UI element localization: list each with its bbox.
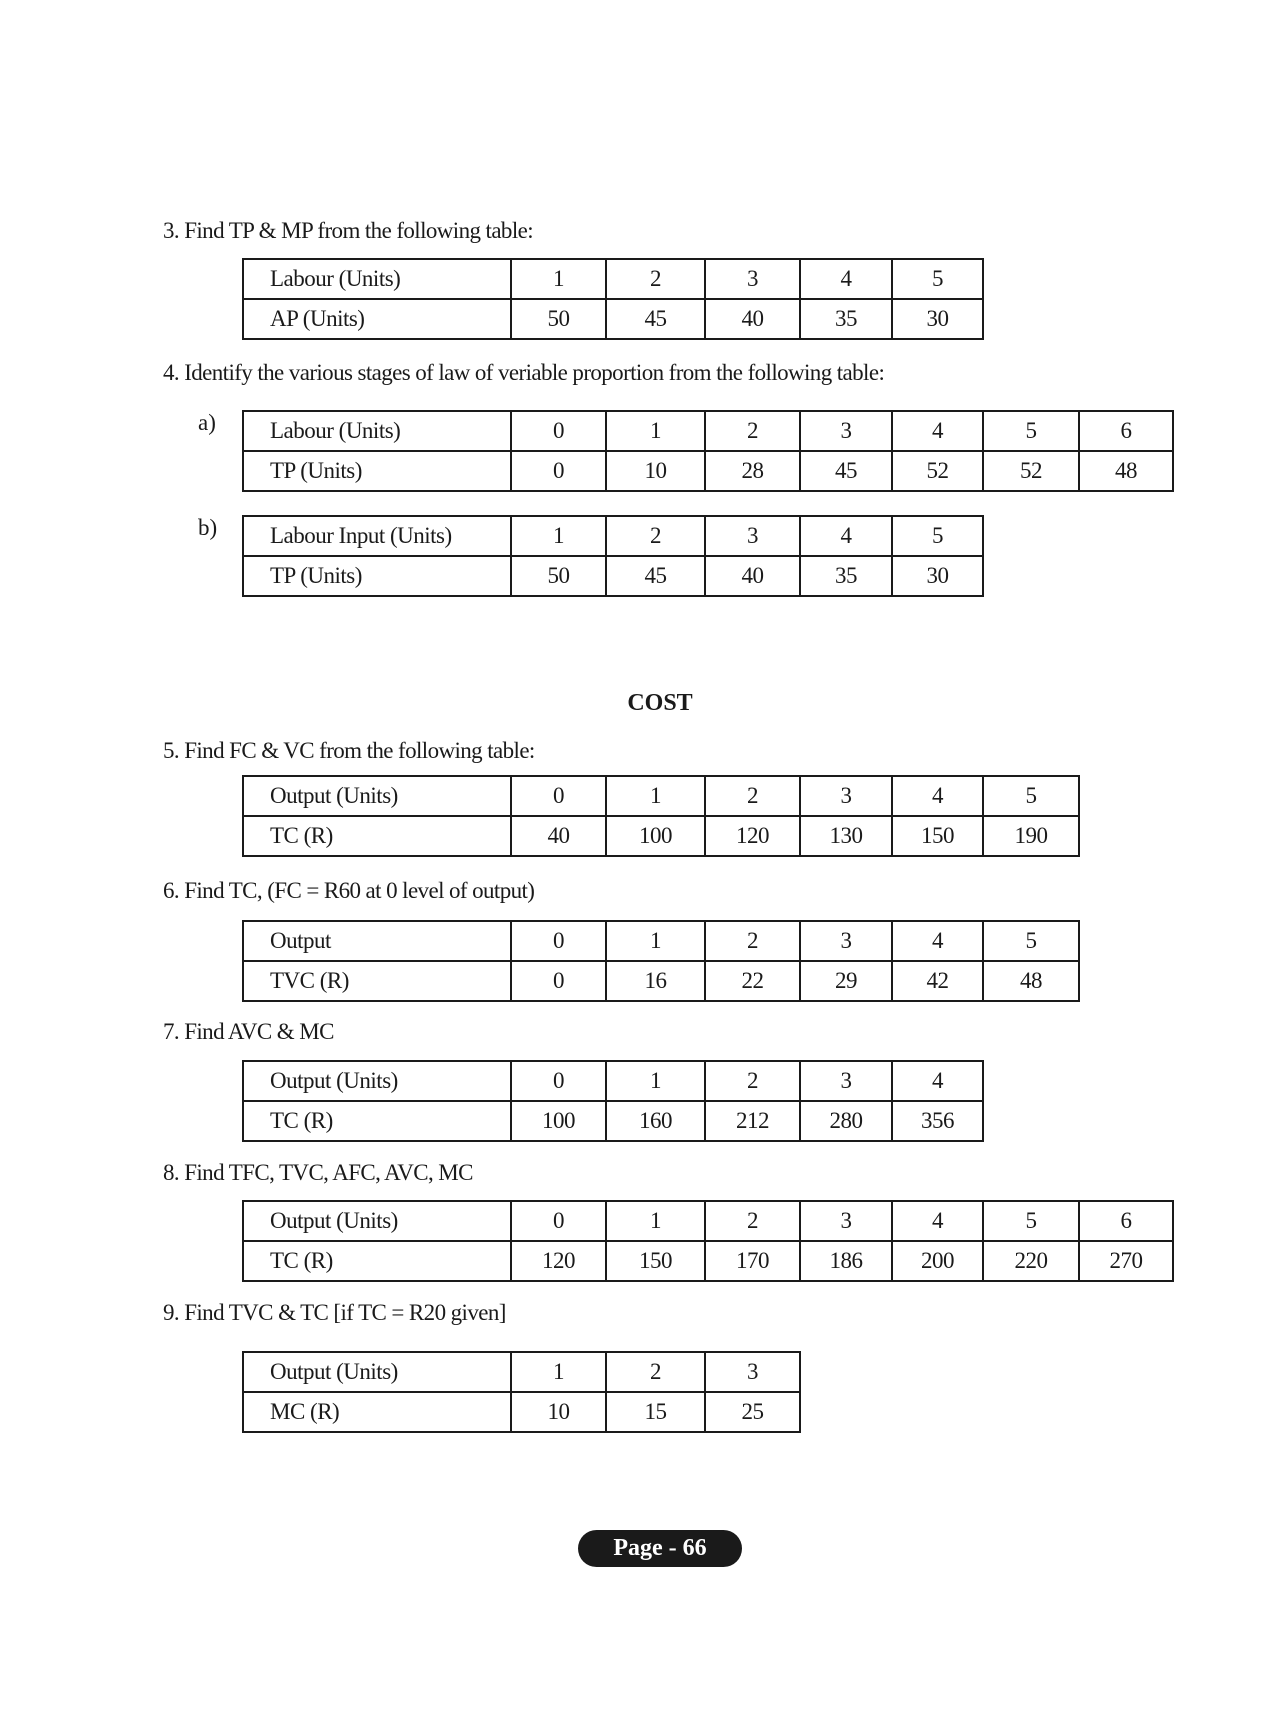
row-header-cell: Output	[243, 921, 511, 961]
row-header-cell: Labour (Units)	[243, 259, 511, 299]
table-cell: 28	[705, 451, 800, 491]
table-row	[243, 1392, 800, 1432]
table-cell: 2	[705, 1201, 800, 1241]
table-cell: 6	[1079, 411, 1173, 451]
table-row	[243, 961, 1079, 1001]
table-cell: 100	[511, 1101, 606, 1141]
table-cell: 120	[705, 816, 800, 856]
table-cell: 3	[800, 411, 892, 451]
question-q4: 4. Identify the various stages of law of veriable proportion from the following table:	[163, 360, 885, 385]
data-table-q6	[242, 920, 1080, 1002]
table-cell: 190	[983, 816, 1079, 856]
table-cell: 356	[892, 1101, 983, 1141]
row-header-cell: Output (Units)	[243, 776, 511, 816]
table-cell: 0	[511, 776, 606, 816]
table-cell: 3	[705, 1352, 800, 1392]
table-cell: 2	[705, 411, 800, 451]
table-cell: 50	[511, 556, 606, 596]
question-q5: 5. Find FC & VC from the following table:	[163, 738, 535, 763]
row-header-cell: TC (R)	[243, 1101, 511, 1141]
table-cell: 6	[1079, 1201, 1173, 1241]
table-cell: 15	[606, 1392, 705, 1432]
table-cell: 0	[511, 411, 606, 451]
table-cell: 3	[800, 1061, 892, 1101]
data-table-q4	[242, 410, 1174, 492]
table-cell: 1	[606, 1061, 705, 1101]
table-cell: 4	[892, 1201, 983, 1241]
table-cell: 5	[983, 921, 1079, 961]
table-cell: 4	[892, 921, 983, 961]
row-header-cell: Output (Units)	[243, 1352, 511, 1392]
table-cell: 212	[705, 1101, 800, 1141]
table-cell: 35	[800, 556, 892, 596]
row-header-cell: AP (Units)	[243, 299, 511, 339]
table-row	[243, 1352, 800, 1392]
table-cell: 25	[705, 1392, 800, 1432]
table-cell: 2	[606, 259, 705, 299]
table-sublabel: a)	[198, 410, 216, 435]
table-row	[243, 299, 983, 339]
table-cell: 4	[892, 1061, 983, 1101]
row-header-cell: Labour Input (Units)	[243, 516, 511, 556]
table-row	[243, 451, 1173, 491]
table-cell: 170	[705, 1241, 800, 1281]
table-cell: 3	[705, 516, 800, 556]
table-cell: 16	[606, 961, 705, 1001]
table-row	[243, 1241, 1173, 1281]
table-cell: 30	[892, 556, 983, 596]
question-q7: 7. Find AVC & MC	[163, 1019, 334, 1044]
table-cell: 100	[606, 816, 705, 856]
table-row	[243, 516, 983, 556]
table-cell: 40	[511, 816, 606, 856]
table-cell: 52	[892, 451, 983, 491]
table-cell: 4	[800, 516, 892, 556]
table-cell: 1	[606, 921, 705, 961]
table-cell: 270	[1079, 1241, 1173, 1281]
table-cell: 1	[511, 259, 606, 299]
table-cell: 2	[705, 776, 800, 816]
table-row	[243, 776, 1079, 816]
table-cell: 1	[511, 516, 606, 556]
table-cell: 3	[800, 776, 892, 816]
table-cell: 4	[800, 259, 892, 299]
table-cell: 3	[800, 1201, 892, 1241]
table-cell: 0	[511, 1061, 606, 1101]
table-cell: 22	[705, 961, 800, 1001]
table-cell: 45	[800, 451, 892, 491]
table-cell: 42	[892, 961, 983, 1001]
table-cell: 3	[800, 921, 892, 961]
table-cell: 10	[606, 451, 705, 491]
table-cell: 200	[892, 1241, 983, 1281]
table-row	[243, 1201, 1173, 1241]
question-q9: 9. Find TVC & TC [if TC = R20 given]	[163, 1300, 506, 1325]
table-row	[243, 556, 983, 596]
table-cell: 35	[800, 299, 892, 339]
table-sublabel: b)	[198, 515, 218, 540]
row-header-cell: TC (R)	[243, 816, 511, 856]
row-header-cell: MC (R)	[243, 1392, 511, 1432]
table-cell: 45	[606, 299, 705, 339]
table-cell: 1	[606, 776, 705, 816]
table-row	[243, 921, 1079, 961]
data-table-q7	[242, 1060, 984, 1142]
table-cell: 0	[511, 451, 606, 491]
table-cell: 150	[892, 816, 983, 856]
table-cell: 4	[892, 411, 983, 451]
table-cell: 48	[1079, 451, 1173, 491]
table-cell: 10	[511, 1392, 606, 1432]
data-table-q8	[242, 1200, 1174, 1282]
table-cell: 5	[892, 259, 983, 299]
table-cell: 2	[705, 1061, 800, 1101]
table-row	[243, 259, 983, 299]
table-cell: 52	[983, 451, 1079, 491]
table-row	[243, 1101, 983, 1141]
table-cell: 120	[511, 1241, 606, 1281]
table-row	[243, 1061, 983, 1101]
table-cell: 2	[606, 1352, 705, 1392]
section-heading: COST	[627, 690, 693, 716]
table-cell: 40	[705, 299, 800, 339]
row-header-cell: Output (Units)	[243, 1061, 511, 1101]
table-cell: 160	[606, 1101, 705, 1141]
row-header-cell: TP (Units)	[243, 556, 511, 596]
table-cell: 45	[606, 556, 705, 596]
row-header-cell: TVC (R)	[243, 961, 511, 1001]
page-number-badge: Page - 66	[578, 1530, 742, 1567]
table-cell: 5	[983, 1201, 1079, 1241]
table-row	[243, 816, 1079, 856]
table-cell: 150	[606, 1241, 705, 1281]
table-cell: 0	[511, 1201, 606, 1241]
table-cell: 186	[800, 1241, 892, 1281]
table-cell: 5	[983, 776, 1079, 816]
table-cell: 130	[800, 816, 892, 856]
table-cell: 1	[511, 1352, 606, 1392]
table-cell: 2	[705, 921, 800, 961]
data-table-q9	[242, 1351, 801, 1433]
table-row	[243, 411, 1173, 451]
question-q6: 6. Find TC, (FC = R60 at 0 level of output)	[163, 878, 535, 903]
data-table-q3	[242, 258, 984, 340]
table-cell: 1	[606, 1201, 705, 1241]
table-cell: 0	[511, 961, 606, 1001]
table-cell: 5	[983, 411, 1079, 451]
table-cell: 50	[511, 299, 606, 339]
question-q3: 3. Find TP & MP from the following table:	[163, 218, 534, 243]
table-cell: 280	[800, 1101, 892, 1141]
table-cell: 48	[983, 961, 1079, 1001]
table-cell: 29	[800, 961, 892, 1001]
question-q8: 8. Find TFC, TVC, AFC, AVC, MC	[163, 1160, 473, 1185]
row-header-cell: TC (R)	[243, 1241, 511, 1281]
row-header-cell: Output (Units)	[243, 1201, 511, 1241]
data-table-q4	[242, 515, 984, 597]
table-cell: 220	[983, 1241, 1079, 1281]
table-cell: 0	[511, 921, 606, 961]
table-cell: 4	[892, 776, 983, 816]
table-cell: 3	[705, 259, 800, 299]
table-cell: 30	[892, 299, 983, 339]
table-cell: 5	[892, 516, 983, 556]
table-cell: 2	[606, 516, 705, 556]
row-header-cell: Labour (Units)	[243, 411, 511, 451]
data-table-q5	[242, 775, 1080, 857]
table-cell: 40	[705, 556, 800, 596]
table-cell: 1	[606, 411, 705, 451]
row-header-cell: TP (Units)	[243, 451, 511, 491]
